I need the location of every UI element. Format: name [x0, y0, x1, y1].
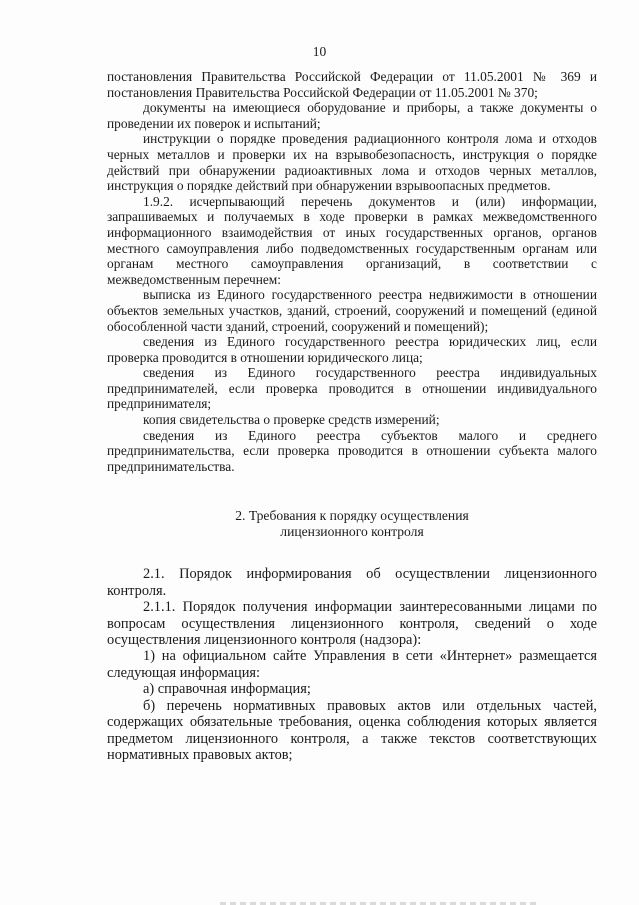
paragraph: постановления Правительства Российской Федерации от 11.05.2001 № 369 и постановления Правительства Российской Федерации от 11.05.2001 № 370;: [107, 69, 597, 100]
paragraph: сведения из Единого государственного реестра юридических лиц, если проверка проводится в отношении юридического лица;: [107, 334, 597, 365]
section-heading: [107, 508, 597, 540]
paragraph: 1.9.2. исчерпывающий перечень документов и (или) информации, запрашиваемых и получаемых в ходе проверки в рамках межведомственного информационного взаимодействия от иных государственных органов, органов местного самоуправления либо подведомственных государственным органам или органам местного самоуправления организаций, в соответствии с межведомственным перечнем:: [107, 193, 597, 287]
section-heading-line-1: 2. Требования к порядку осуществления: [235, 508, 469, 524]
paragraph: 1) на официальном сайте Управления в сети «Интернет» размещается следующая информация:: [107, 648, 597, 681]
paragraph: выписка из Единого государственного реестра недвижимости в отношении объектов земельных участков, зданий, строений, сооружений и помещений (единой обособленной части зданий, строений, сооружений и помещений);: [107, 287, 597, 334]
paragraph: инструкции о порядке проведения радиационного контроля лома и отходов черных металлов и проверки их на взрывобезопасность, инструкция о порядке действий при обнаружении радиоактивных лома и отходов черных металлов, инструкция о порядке действий при обнаружении взрывоопасных предметов.: [107, 131, 597, 194]
paragraph: 2.1.1. Порядок получения информации заинтересованными лицами по вопросам осуществления лицензионного контроля, сведений о ходе осуществления лицензионного контроля (надзора):: [107, 599, 597, 649]
paragraph: сведения из Единого реестра субъектов малого и среднего предпринимательства, если проверка проводится в отношении субъекта малого предпринимательства.: [107, 427, 597, 474]
paragraph: сведения из Единого государственного реестра индивидуальных предпринимателей, если проверка проводится в отношении индивидуального предпринимателя;: [107, 365, 597, 412]
paragraph: б) перечень нормативных правовых актов или отдельных частей, содержащих обязательные требования, оценка соблюдения которых является предметом лицензионного контроля, а также текстов соответствующих нормативных правовых актов;: [107, 697, 597, 763]
document-body: [107, 69, 597, 763]
paragraph: а) справочная информация;: [143, 681, 311, 698]
page-number: 10: [312, 44, 327, 59]
paragraph: документы на имеющиеся оборудование и приборы, а также документы о проведении их поверок и испытаний;: [107, 100, 597, 131]
paragraph: 2.1. Порядок информирования об осуществлении лицензионного контроля.: [107, 566, 597, 599]
paragraph: копия свидетельства о проверке средств измерений;: [143, 412, 440, 428]
section-heading-line-2: лицензионного контроля: [280, 524, 424, 540]
